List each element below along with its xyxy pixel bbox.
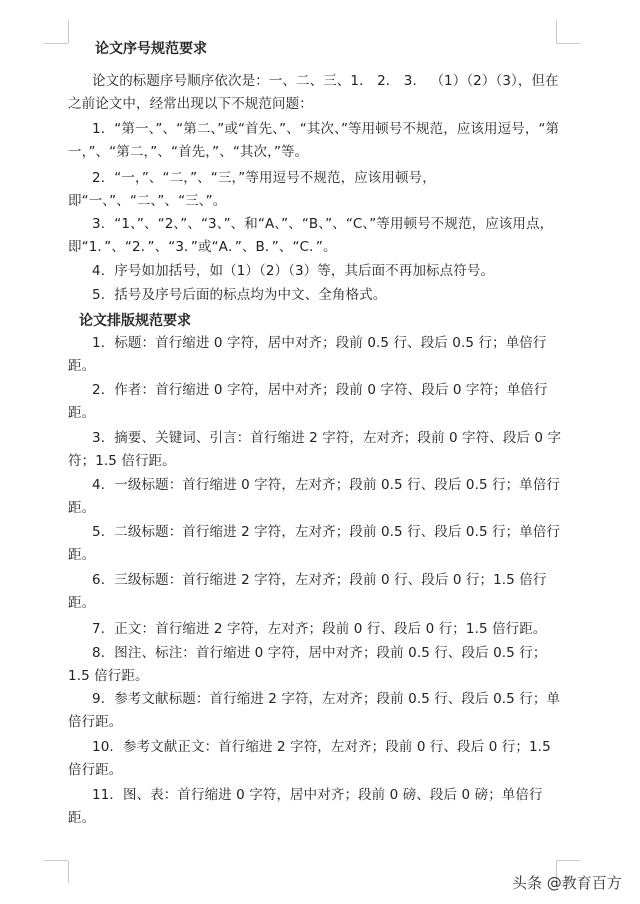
rule-item-7: 7．正文：首行缩进 2 字符，左对齐；段前 0 行、段后 0 行；1.5 倍行距。 (92, 621, 547, 637)
paragraph-item-4: 4．序号如加括号，如（1）（2）（3）等，其后面不再加标点符号。 (92, 263, 495, 279)
crop-mark (556, 20, 557, 43)
paragraph-item-1: 1．“第一、”、“第二、”或“首先、”、“其次、”等用顿号不规范，应该用逗号，“第一，”、“第二，”、“首先，”、“其次，”等。 (68, 121, 560, 160)
rule-item-11: 11．图、表：首行缩进 0 字符，居中对齐；段前 0 磅、段后 0 磅；单倍行距。 (68, 787, 543, 826)
paragraph-intro: 论文的标题序号顺序依次是：一、二、三、1． 2． 3． （1）（2）（3），但在之前论文中，经常出现以下不规范问题： (68, 73, 559, 112)
paragraph-item-3: 3．“1、”、“2、”、“3、”、和“A、”、“B、”、“C、”等用顿号不规范，应该用点，即“1．”、“2．”、“3．”或“A．”、B．”、“C．”。 (68, 216, 554, 255)
rule-item-3: 3．摘要、关键词、引言：首行缩进 2 字符，左对齐；段前 0 字符、段后 0 字符；1.5 倍行距。 (68, 430, 562, 469)
paragraph-item-5: 5．括号及序号后面的标点均为中文、全角格式。 (92, 287, 387, 303)
rule-item-2: 2．作者：首行缩进 0 字符，居中对齐；段前 0 字符、段后 0 字符；单倍行距。 (68, 382, 548, 421)
crop-mark (68, 20, 69, 43)
section-heading-layout: 论文排版规范要求 (79, 313, 191, 329)
crop-mark (68, 861, 69, 883)
source-watermark: 头条 @教育百方 (512, 874, 622, 892)
crop-mark (44, 43, 68, 44)
rule-item-4: 4．一级标题：首行缩进 0 字符，左对齐；段前 0.5 行、段后 0.5 行；单倍行距。 (68, 477, 561, 516)
rule-item-10: 10．参考文献正文：首行缩进 2 字符，左对齐；段前 0 行、段后 0 行；1.5 倍行距。 (68, 739, 551, 778)
crop-mark (556, 43, 580, 44)
rule-item-6: 6．三级标题：首行缩进 2 字符，左对齐；段前 0 行、段后 0 行；1.5 倍行距。 (68, 572, 547, 611)
rule-item-8: 8．图注、标注：首行缩进 0 字符，居中对齐；段前 0.5 行、段后 0.5 行；1.5 倍行距。 (68, 645, 547, 684)
section-heading-numbering: 论文序号规范要求 (95, 41, 207, 57)
paragraph-item-2: 2．“一，”、“二，”、“三，”等用逗号不规范，应该用顿号，即“一、”、“二、”、“三、”。 (68, 170, 436, 209)
rule-item-1: 1．标题：首行缩进 0 字符，居中对齐；段前 0.5 行、段后 0.5 行；单倍行距。 (68, 335, 547, 374)
crop-mark (44, 860, 68, 861)
rule-item-5: 5．二级标题：首行缩进 2 字符，左对齐；段前 0.5 行、段后 0.5 行；单倍行距。 (68, 524, 561, 563)
rule-item-9: 9．参考文献标题：首行缩进 2 字符，左对齐；段前 0.5 行、段后 0.5 行；单倍行距。 (68, 691, 561, 730)
crop-mark (556, 860, 580, 861)
